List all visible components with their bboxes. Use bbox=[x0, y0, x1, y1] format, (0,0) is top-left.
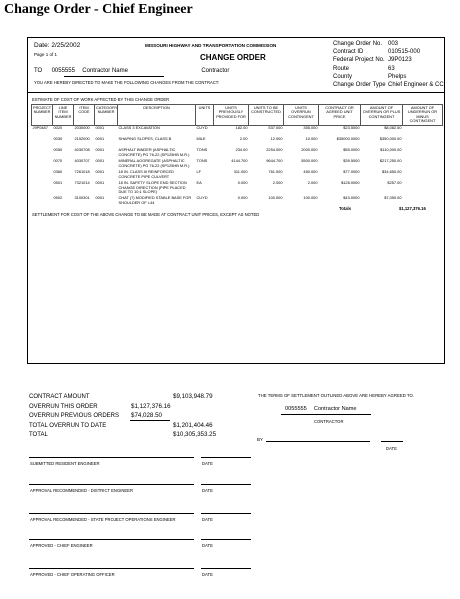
table-row: J9P0487 0020 2030000 0001 CLASS 3 EXCAVATION CUYD 182.00 537.000 355.000 $23.5000 $8,082.50 bbox=[32, 125, 402, 131]
items-table bbox=[31, 104, 443, 206]
field-contract-id: Contract ID 010515-000 bbox=[333, 49, 421, 56]
sig-state-date: DATE bbox=[202, 517, 213, 522]
field-federal-project-no: Federal Project No. J9P0123 bbox=[333, 57, 412, 64]
contractor-line bbox=[34, 68, 229, 74]
table-row: 0502 3100301 0001 CHAT (7) MODIFIED STABLE BASE FOR SHOULDER OF I-44 CUYD 0.000 100.000 100.000 $43.0000 $7,050.00 bbox=[53, 194, 402, 205]
by-label: BY bbox=[257, 437, 264, 442]
totals-label: Totals bbox=[339, 206, 352, 211]
table-row: 0030 2152000 0001 SHAPING SLOPES, CLASS B MILE 2.00 12.000 10.000 $35000.0000 $350,000.00 bbox=[53, 136, 402, 142]
table-row: 0501 7321014 0001 18 IN. SAFETY SLOPE END SECTION CHANGE DIRECTION (PIPE PLACED DUE TO 10:1 SLOPE) EA 0.000 2.000 2.000 $128.0000 $257.00 bbox=[53, 180, 402, 195]
table-row: 0050 4030708 0001 ASPHALT BINDER (ASPHALTIC CONCRETE) PG 76-22 (SP125HB M.R.) TONS 234.00 2254.000 2000.000 $55.0000 $110,000.00 bbox=[53, 147, 402, 157]
sig-chief-operating-officer: APPROVED - CHIEF OPERATING OFFICER bbox=[30, 572, 115, 577]
estimate-caption: ESTIMATE OF COST OF WORK AFFECTED BY THIS CHANGE ORDER bbox=[32, 97, 170, 102]
contractor-label: Contractor bbox=[201, 68, 230, 74]
sig-state-operations: APPROVAL RECOMMENDED - STATE PROJECT OPERATIONS ENGINEER bbox=[30, 517, 176, 522]
overrun-prev-label: OVERRUN PREVIOUS ORDERS bbox=[29, 413, 120, 419]
commission-name: MISSOURI HIGHWAY AND TRANSPORTATION COMMISSION bbox=[145, 43, 277, 48]
col-unit-price: CONTRACT OR AGREED UNIT PRICE bbox=[319, 105, 361, 126]
to-label: TO bbox=[34, 68, 43, 74]
table-row: 0360 7261018 0001 18 IN. CLASS III REINFORCED CONCRETE PIPE CULVERT LF 311.000 761.000 450.000 $77.0000 $34,650.00 bbox=[53, 169, 402, 179]
sig-chief-engineer: APPROVED - CHIEF ENGINEER bbox=[30, 543, 93, 548]
total-label: TOTAL bbox=[29, 432, 48, 438]
table-header-row bbox=[32, 105, 443, 126]
col-line-item: LINE ITEM NUMBER bbox=[53, 105, 74, 126]
terms-contractor-id: 0055555 bbox=[285, 406, 307, 412]
page-title: Change Order - Chief Engineer bbox=[4, 2, 193, 17]
field-change-order-type: Change Order Type Chief Engineer & CC bbox=[333, 82, 444, 89]
directed-text: YOU ARE HEREBY DIRECTED TO MAKE THE FOLLOWING CHANGES FROM THE CONTRACT: bbox=[34, 80, 220, 85]
col-category: CATEGORY NUMBER bbox=[95, 105, 118, 126]
col-amount-overrun: AMOUNT OF OVERRUN OR PLUS CONTINGENT bbox=[361, 105, 403, 126]
overrun-prev-value: $74,028.50 bbox=[131, 412, 162, 419]
total-overrun-value: $1,201,404.46 bbox=[173, 421, 213, 429]
col-units-overrun: UNITS OVERRUN CONTINGENT bbox=[284, 105, 319, 126]
sig-submitted: SUBMITTED RESIDENT ENGINEER bbox=[30, 461, 100, 466]
total-overrun-label: TOTAL OVERRUN TO DATE bbox=[29, 422, 107, 429]
col-units: UNITS bbox=[196, 105, 214, 126]
contractor-name: Contractor Name bbox=[82, 68, 128, 74]
sig-district-engineer: APPROVAL RECOMMENDED - DISTRICT ENGINEER bbox=[30, 488, 133, 493]
col-description: DESCRIPTION bbox=[118, 105, 196, 126]
page-number: Page 1 of 1 bbox=[34, 52, 58, 57]
sig-chief-date: DATE bbox=[202, 543, 213, 548]
contract-amount-value: $9,103,948.79 bbox=[173, 393, 213, 400]
col-amount-underrun: AMOUNT OF UNDERRUN OR MINUS CONTINGENT bbox=[403, 105, 443, 126]
col-project-number: PROJECT NUMBER bbox=[32, 105, 53, 126]
col-units-to-construct: UNITS TO BE CONSTRUCTED bbox=[249, 105, 284, 126]
sig-district-date: DATE bbox=[202, 488, 213, 493]
overrun-this-label: OVERRUN THIS ORDER bbox=[29, 403, 98, 410]
contractor-id: 0055555 bbox=[51, 68, 75, 74]
overrun-this-value: $1,127,376.16 bbox=[131, 402, 171, 410]
field-change-order-no: Change Order No. 003 bbox=[333, 41, 399, 47]
terms-contractor-caption: CONTRACTOR bbox=[314, 419, 344, 424]
form-title: CHANGE ORDER bbox=[200, 53, 266, 62]
contract-amount-label: CONTRACT AMOUNT bbox=[29, 394, 90, 400]
total-value: $10,305,353.25 bbox=[173, 431, 217, 438]
sig-coo-date: DATE bbox=[202, 572, 213, 577]
col-units-previous: UNITS PREVIOUSLY PROVIDED FOR bbox=[214, 105, 249, 126]
table-row: 0070 4030707 0001 MINERAL AGGREGATE (ASPHALTIC CONCRETE) PG 76-22 (SP125HB M.R.) TONS 4144.700 9644.700 5500.000 $39.5000 $217,250.00 bbox=[53, 158, 402, 168]
order-date: Date: 2/25/2002 bbox=[34, 42, 81, 49]
field-route: Route 63 bbox=[333, 65, 395, 72]
terms-text: THE TERMS OF SETTLEMENT OUTLINED ABOVE ARE HEREBY AGREED TO. bbox=[258, 393, 414, 398]
contract-fields bbox=[333, 40, 444, 89]
summary-labels bbox=[29, 393, 119, 441]
field-county: County Phelps bbox=[333, 73, 407, 80]
totals-value: $1,127,376.16 bbox=[399, 206, 426, 211]
col-item-code: ITEM CODE bbox=[74, 105, 95, 126]
terms-contractor-name: Contractor Name bbox=[313, 406, 357, 412]
terms-date-label: DATE bbox=[386, 446, 397, 451]
settlement-note: SETTLEMENT FOR COST OF THE ABOVE CHANGE TO BE MADE AT CONTRACT UNIT PRICES, EXCEPT AS NOTED bbox=[32, 212, 260, 217]
sig-submitted-date: DATE bbox=[202, 461, 213, 466]
terms-contractor bbox=[285, 406, 357, 412]
